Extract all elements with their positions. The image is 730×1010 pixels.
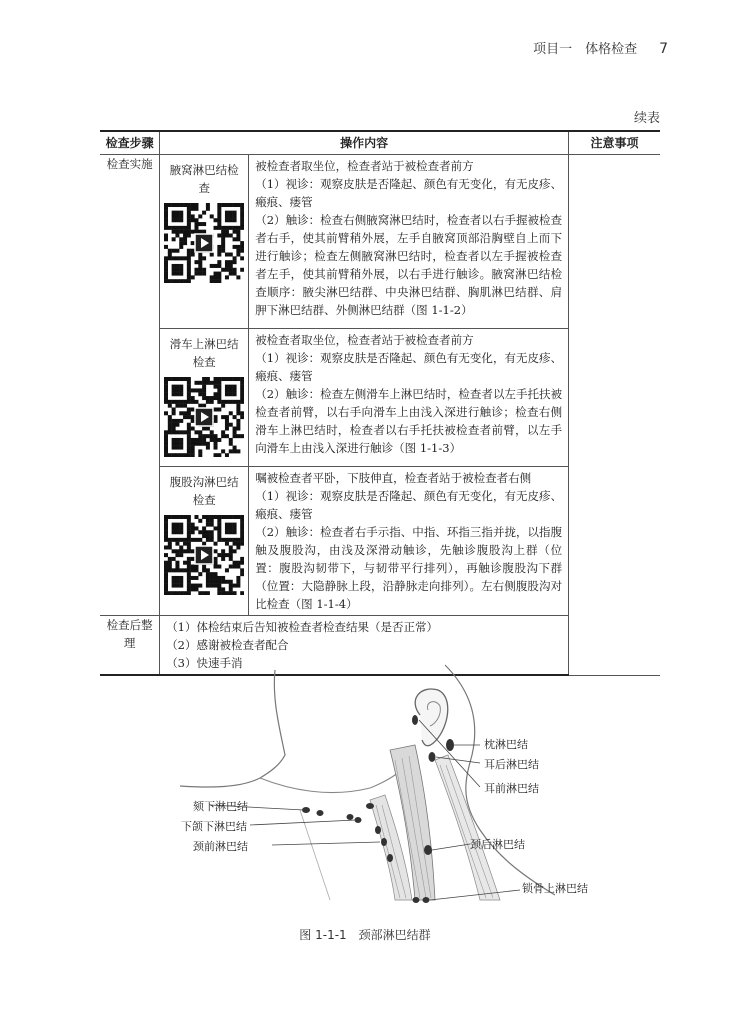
label-posterior-cervical: 颈后淋巴结 xyxy=(470,838,525,851)
content-line: （2）感谢被检查者配合 xyxy=(166,638,289,652)
sub-step-epitrochlear xyxy=(160,329,249,467)
label-anterior-cervical: 颈前淋巴结 xyxy=(193,840,248,853)
chapter-title: 项目一 体格检查 xyxy=(533,42,638,57)
step-label-after: 检查后整理 xyxy=(100,616,160,676)
notes-cell xyxy=(569,155,660,676)
qr-code-icon[interactable] xyxy=(164,515,244,595)
procedure-table xyxy=(100,130,660,676)
sub-step-axillary xyxy=(160,155,249,329)
step-label-implementation: 检查实施 xyxy=(100,155,160,616)
label-occipital: 枕淋巴结 xyxy=(484,738,528,751)
figure-caption: 图 1-1-1 颈部淋巴结群 xyxy=(299,928,431,942)
content-line: 嘱被检查者平卧，下肢伸直，检查者站于被检查者右侧 xyxy=(255,471,532,485)
table-row xyxy=(100,155,660,329)
table-header-row xyxy=(100,131,660,155)
sub-step-inguinal xyxy=(160,467,249,616)
label-submandibular: 下颌下淋巴结 xyxy=(181,820,247,833)
label-postauricular: 耳后淋巴结 xyxy=(484,758,539,771)
content-line: （1）视诊：观察皮肤是否隆起、颜色有无变化，有无皮疹、瘢痕、瘘管 xyxy=(255,351,563,383)
content-line: 被检查者取坐位，检查者站于被检查者前方 xyxy=(255,333,474,347)
content-line: 被检查者取坐位，检查者站于被检查者前方 xyxy=(255,159,474,173)
content-line: （1）体检结束后告知被检查者检查结果（是否正常） xyxy=(166,620,439,634)
qr-code-icon[interactable] xyxy=(164,203,244,283)
column-header-step: 检查步骤 xyxy=(100,131,160,155)
content-line: （2）触诊：检查右侧腋窝淋巴结时，检查者以右手握被检查者右手，使其前臂稍外展，左手自腋窝顶部沿胸壁自上而下进行触诊；检查左侧腋窝淋巴结时，检查者以左手握被检查者左手，使其前臂稍外展，以右手进行触诊。腋窝淋巴结检查顺序：腋尖淋巴结群、中央淋巴结群、胸肌淋巴结群、肩胛下淋巴结群、外侧淋巴结群（图 1-1-2） xyxy=(255,213,563,317)
page-number: 7 xyxy=(659,41,668,57)
sub-step-title: 腹股沟淋巴结检查 xyxy=(169,475,239,507)
column-header-notes: 注意事项 xyxy=(569,131,660,155)
label-supraclavicular: 锁骨上淋巴结 xyxy=(522,882,588,895)
continued-label: 续表 xyxy=(633,111,660,126)
section-content xyxy=(249,329,569,467)
qr-code-icon[interactable] xyxy=(164,377,244,457)
content-line: （3）快速手消 xyxy=(166,656,243,670)
sub-step-title: 滑车上淋巴结检查 xyxy=(169,337,239,369)
section-content xyxy=(249,155,569,329)
content-line: （1）视诊：观察皮肤是否隆起、颜色有无变化，有无皮疹、瘢痕、瘘管 xyxy=(255,177,563,209)
content-line: （1）视诊：观察皮肤是否隆起、颜色有无变化，有无皮疹、瘢痕、瘘管 xyxy=(255,489,563,521)
sub-step-title: 腋窝淋巴结检查 xyxy=(169,163,239,195)
running-header xyxy=(533,38,668,57)
column-header-content: 操作内容 xyxy=(160,131,569,155)
content-line: （2）触诊：检查者右手示指、中指、环指三指并拢，以指腹触及腹股沟，由浅及深滑动触诊，先触诊腹股沟上群（位置：腹股沟韧带下，与韧带平行排列），再触诊腹股沟下群（位置：大隐静脉上段，沿静脉走向排列）。左右侧腹股沟对比检查（图 1-1-4） xyxy=(255,525,563,611)
label-preauricular: 耳前淋巴结 xyxy=(484,782,539,795)
content-line: （2）触诊：检查左侧滑车上淋巴结时，检查者以左手托扶被检查者前臂，以右手向滑车上由浅入深进行触诊；检查右侧滑车上淋巴结时，检查者以右手托扶被检查者前臂，以左手向滑车上由浅入深进行触诊（图 1-1-3） xyxy=(255,387,563,455)
label-submental: 颏下淋巴结 xyxy=(193,800,248,813)
section-content xyxy=(249,467,569,616)
